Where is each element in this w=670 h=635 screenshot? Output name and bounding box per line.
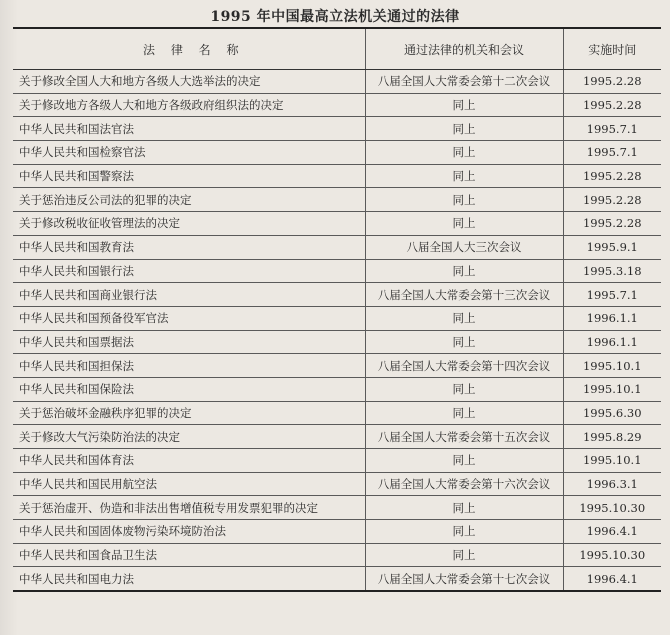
law-name-cell: 关于惩治违反公司法的犯罪的决定 [13,188,365,212]
effective-date-cell: 1995.7.1 [563,117,661,141]
table-row [13,472,661,496]
law-name-cell: 中华人民共和国票据法 [13,330,365,354]
organ-session-cell: 同上 [365,330,563,354]
organ-session-cell: 同上 [365,496,563,520]
organ-session-cell: 同上 [365,164,563,188]
table-row [13,93,661,117]
law-name-cell: 中华人民共和国食品卫生法 [13,543,365,567]
organ-session-cell: 同上 [365,188,563,212]
organ-session-cell: 同上 [365,306,563,330]
effective-date-cell: 1995.10.1 [563,354,661,378]
table-row [13,188,661,212]
table-row [13,235,661,259]
law-name-cell: 中华人民共和国预备役军官法 [13,306,365,330]
laws-table [13,27,661,592]
law-name-cell: 中华人民共和国体育法 [13,449,365,473]
organ-session-cell: 同上 [365,93,563,117]
organ-session-cell: 同上 [365,141,563,165]
effective-date-cell: 1995.10.1 [563,449,661,473]
effective-date-cell: 1995.10.30 [563,496,661,520]
organ-session-cell: 八届全国人大常委会第十五次会议 [365,425,563,449]
effective-date-cell: 1995.10.1 [563,377,661,401]
effective-date-cell: 1995.2.28 [563,70,661,94]
table-title: 1995 年中国最高立法机关通过的法律 [210,9,460,25]
organ-session-cell: 同上 [365,117,563,141]
law-name-cell: 中华人民共和国法官法 [13,117,365,141]
organ-session-cell: 同上 [365,449,563,473]
table-row [13,354,661,378]
organ-session-cell: 八届全国人大常委会第十二次会议 [365,70,563,94]
effective-date-cell: 1995.6.30 [563,401,661,425]
law-name-cell: 关于修改地方各级人大和地方各级政府组织法的决定 [13,93,365,117]
table-row [13,425,661,449]
header-effective-date: 实施时间 [563,28,661,70]
table-row [13,449,661,473]
organ-session-cell: 八届全国人大常委会第十七次会议 [365,567,563,591]
table-row [13,70,661,94]
law-name-cell: 中华人民共和国电力法 [13,567,365,591]
effective-date-cell: 1995.9.1 [563,235,661,259]
law-name-cell: 关于惩治破坏金融秩序犯罪的决定 [13,401,365,425]
law-name-cell: 中华人民共和国警察法 [13,164,365,188]
table-row [13,306,661,330]
law-name-cell: 中华人民共和国固体废物污染环境防治法 [13,520,365,544]
effective-date-cell: 1995.2.28 [563,212,661,236]
effective-date-cell: 1995.2.28 [563,188,661,212]
table-row [13,543,661,567]
table-row [13,401,661,425]
effective-date-cell: 1995.2.28 [563,93,661,117]
effective-date-cell: 1996.3.1 [563,472,661,496]
header-row [13,28,661,70]
effective-date-cell: 1995.2.28 [563,164,661,188]
organ-session-cell: 八届全国人大常委会第十四次会议 [365,354,563,378]
table-row [13,567,661,591]
effective-date-cell: 1996.4.1 [563,567,661,591]
effective-date-cell: 1995.7.1 [563,141,661,165]
table-row [13,496,661,520]
law-name-cell: 中华人民共和国检察官法 [13,141,365,165]
table-row [13,330,661,354]
table-row [13,259,661,283]
effective-date-cell: 1996.1.1 [563,330,661,354]
law-name-cell: 中华人民共和国银行法 [13,259,365,283]
table-row [13,377,661,401]
effective-date-cell: 1996.4.1 [563,520,661,544]
law-name-cell: 关于修改大气污染防治法的决定 [13,425,365,449]
table-row [13,141,661,165]
effective-date-cell: 1995.3.18 [563,259,661,283]
effective-date-cell: 1995.7.1 [563,283,661,307]
organ-session-cell: 同上 [365,377,563,401]
effective-date-cell: 1996.1.1 [563,306,661,330]
law-name-cell: 中华人民共和国商业银行法 [13,283,365,307]
law-name-cell: 关于修改税收征收管理法的决定 [13,212,365,236]
organ-session-cell: 同上 [365,520,563,544]
organ-session-cell: 同上 [365,212,563,236]
organ-session-cell: 同上 [365,259,563,283]
effective-date-cell: 1995.8.29 [563,425,661,449]
table-row [13,283,661,307]
organ-session-cell: 八届全国人大三次会议 [365,235,563,259]
law-name-cell: 关于修改全国人大和地方各级人大选举法的决定 [13,70,365,94]
organ-session-cell: 八届全国人大常委会第十三次会议 [365,283,563,307]
header-law-name: 法 律 名 称 [13,28,365,70]
organ-session-cell: 八届全国人大常委会第十六次会议 [365,472,563,496]
organ-session-cell: 同上 [365,543,563,567]
law-name-cell: 中华人民共和国担保法 [13,354,365,378]
table-row [13,520,661,544]
law-name-cell: 中华人民共和国保险法 [13,377,365,401]
organ-session-cell: 同上 [365,401,563,425]
law-name-cell: 中华人民共和国民用航空法 [13,472,365,496]
effective-date-cell: 1995.10.30 [563,543,661,567]
law-name-cell: 中华人民共和国教育法 [13,235,365,259]
law-name-cell: 关于惩治虚开、伪造和非法出售增值税专用发票犯罪的决定 [13,496,365,520]
table-row [13,212,661,236]
header-organ-session: 通过法律的机关和会议 [365,28,563,70]
table-row [13,164,661,188]
table-row [13,117,661,141]
